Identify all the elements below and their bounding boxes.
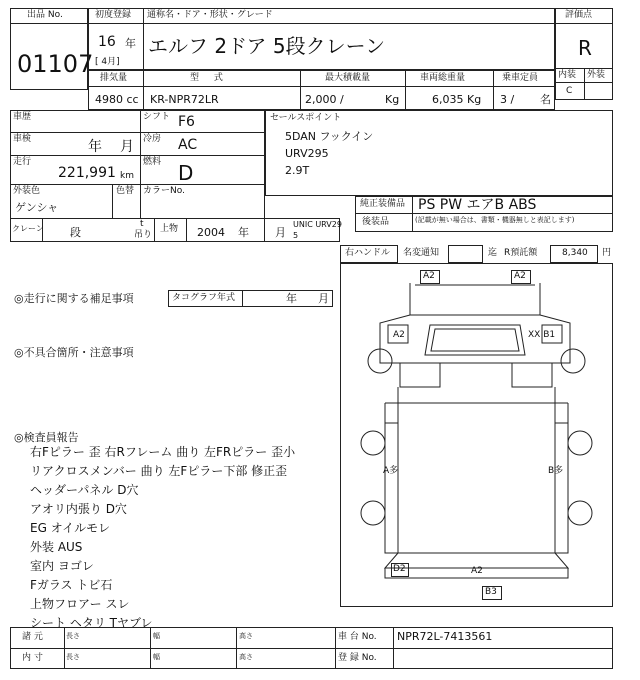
mileage-value: 221,991 bbox=[58, 165, 116, 181]
tacho-year: 年 bbox=[286, 292, 297, 305]
color-value: ゲンシャ bbox=[15, 201, 59, 214]
month-value: [ 4月] bbox=[95, 57, 120, 67]
name-change-label: 名変通知 bbox=[403, 248, 440, 258]
first-reg-label: 初度登録 bbox=[95, 10, 132, 20]
r-value: 8,340 bbox=[562, 248, 588, 258]
equipment-value: PS PW エアB ABS bbox=[418, 197, 537, 213]
capacity-unit: 名 bbox=[540, 93, 551, 106]
shift-value: F6 bbox=[178, 114, 195, 130]
gross-label: 車両総重量 bbox=[420, 73, 466, 83]
footer-height-label: 高さ bbox=[239, 632, 253, 640]
crane-ton: 吊り bbox=[134, 230, 153, 240]
grade-label: 評価点 bbox=[565, 10, 593, 20]
inspector-line: シート ヘタリ Tヤブレ bbox=[30, 616, 153, 630]
inspector-line: 右Fピラー 歪 右Rフレーム 曲り 左FRピラー 歪小 bbox=[30, 445, 296, 459]
validity-label: 迄 bbox=[488, 248, 498, 258]
history-label: 車歴 bbox=[13, 112, 32, 122]
fuel-label: 燃料 bbox=[143, 157, 162, 167]
capacity-label: 乗車定員 bbox=[502, 73, 539, 83]
upper-year-unit: 年 bbox=[238, 226, 249, 239]
mark-d2: D2 bbox=[393, 564, 406, 574]
truck-diagram bbox=[340, 263, 613, 607]
model-name: エルフ 2ドア 5段クレーン bbox=[148, 34, 386, 58]
tacho-label: タコグラフ年式 bbox=[172, 293, 236, 303]
mark-a2-top-right: A2 bbox=[514, 271, 526, 281]
tacho-month: 月 bbox=[318, 292, 329, 305]
shift-label: シフト bbox=[143, 112, 171, 122]
color-no-label: カラーNo. bbox=[143, 186, 185, 196]
inspection-label: 車検 bbox=[13, 134, 32, 144]
ac-label: 冷房 bbox=[143, 134, 162, 144]
capacity-value: 3 / bbox=[500, 93, 515, 106]
color-change-label: 色替 bbox=[116, 186, 135, 196]
upper-label: 上物 bbox=[160, 224, 179, 234]
right-handle: 右ハンドル bbox=[345, 248, 391, 258]
lot-label: 出品 No. bbox=[27, 10, 63, 20]
lot-number: 01107 bbox=[17, 50, 94, 78]
crane-stage: 段 bbox=[70, 226, 81, 239]
grade-value: R bbox=[578, 36, 592, 60]
fuel-value: D bbox=[178, 161, 194, 185]
footer-height-label-2: 高さ bbox=[239, 653, 253, 661]
chassis-label: 車 台 No. bbox=[338, 632, 377, 642]
model-value: KR-NPR72LR bbox=[150, 93, 219, 106]
footer-length-label-2: 長さ bbox=[66, 653, 80, 661]
color-label: 外装色 bbox=[13, 186, 41, 196]
mark-xx-b1: XX B1 bbox=[528, 330, 556, 340]
displacement-value: 4980 cc bbox=[95, 93, 139, 106]
crane-ton-top: t bbox=[140, 219, 144, 229]
inspector-line: リアクロスメンバー 曲り 左Fピラー下部 修正歪 bbox=[30, 464, 288, 478]
inspection-year: 年 bbox=[88, 139, 102, 155]
mark-a2-bottom: A2 bbox=[471, 566, 483, 576]
sales-line-3: 2.9T bbox=[285, 164, 310, 177]
inspection-month: 月 bbox=[120, 139, 134, 155]
r-label: R預託額 bbox=[504, 248, 538, 258]
inspector-line: Fガラス トビ石 bbox=[30, 578, 113, 592]
sales-label: セールスポイント bbox=[270, 113, 342, 123]
mark-a2-cab: A2 bbox=[393, 330, 405, 340]
upper-maker-2: 5 bbox=[293, 231, 299, 240]
footer-size-label: 内 寸 bbox=[22, 653, 43, 663]
registration-label: 登 録 No. bbox=[338, 653, 377, 663]
inspector-label: ◎検査員報告 bbox=[14, 431, 79, 444]
upper-year: 2004 bbox=[197, 226, 225, 239]
inspector-line: 室内 ヨゴレ bbox=[30, 559, 94, 573]
inspector-line: 外装 AUS bbox=[30, 540, 83, 554]
after-label: 後装品 bbox=[362, 217, 390, 227]
name-change-box bbox=[448, 245, 483, 263]
ac-value: AC bbox=[178, 137, 198, 153]
load-unit: Kg bbox=[385, 93, 400, 106]
interior-grade: C bbox=[566, 86, 573, 96]
displacement-label: 排気量 bbox=[100, 73, 128, 83]
upper-month-unit: 月 bbox=[275, 226, 286, 239]
mark-b3: B3 bbox=[485, 587, 497, 597]
sales-line-2: URV295 bbox=[285, 147, 329, 160]
load-label: 最大積載量 bbox=[325, 73, 371, 83]
footer-specs-label: 諸 元 bbox=[22, 632, 43, 642]
chassis-value: NPR72L-7413561 bbox=[397, 630, 493, 643]
r-unit: 円 bbox=[602, 248, 612, 258]
mileage-unit: km bbox=[120, 171, 134, 181]
name-label: 通称名・ドア・形状・グレード bbox=[147, 10, 273, 20]
defects-label: ◎不具合箇所・注意事項 bbox=[14, 346, 134, 359]
after-note: (記載が無い場合は、書類・機器無しと表記します) bbox=[415, 216, 575, 224]
load-value: 2,000 / bbox=[305, 93, 344, 106]
footer-width-label-2: 幅 bbox=[153, 653, 160, 661]
upper-maker: UNIC URV29 bbox=[293, 220, 342, 229]
footer-width-label: 幅 bbox=[153, 632, 160, 640]
mark-a2-top-left: A2 bbox=[423, 271, 435, 281]
inspector-line: ヘッダーパネル D穴 bbox=[30, 483, 139, 497]
year-unit: 年 bbox=[125, 37, 136, 50]
inspector-line: EG オイルモレ bbox=[30, 521, 111, 535]
driving-notes-label: ◎走行に関する補足事項 bbox=[14, 292, 134, 305]
sales-line-1: 5DAN フックイン bbox=[285, 130, 374, 143]
footer-length-label: 長さ bbox=[66, 632, 80, 640]
equipment-label: 純正装備品 bbox=[360, 199, 406, 209]
year-value: 16 bbox=[98, 34, 116, 50]
exterior-label: 外装 bbox=[587, 70, 606, 80]
model-label: 型 式 bbox=[190, 73, 229, 83]
mark-b-right: B多 bbox=[548, 466, 564, 476]
mileage-label: 走行 bbox=[13, 157, 32, 167]
crane-label: クレーン bbox=[12, 224, 44, 233]
mark-a-left: A多 bbox=[383, 466, 399, 476]
inspector-line: 上物フロアー スレ bbox=[30, 597, 130, 611]
inspector-line: アオリ内張り D穴 bbox=[30, 502, 127, 516]
gross-value: 6,035 Kg bbox=[432, 93, 482, 106]
interior-label: 内装 bbox=[558, 70, 577, 80]
